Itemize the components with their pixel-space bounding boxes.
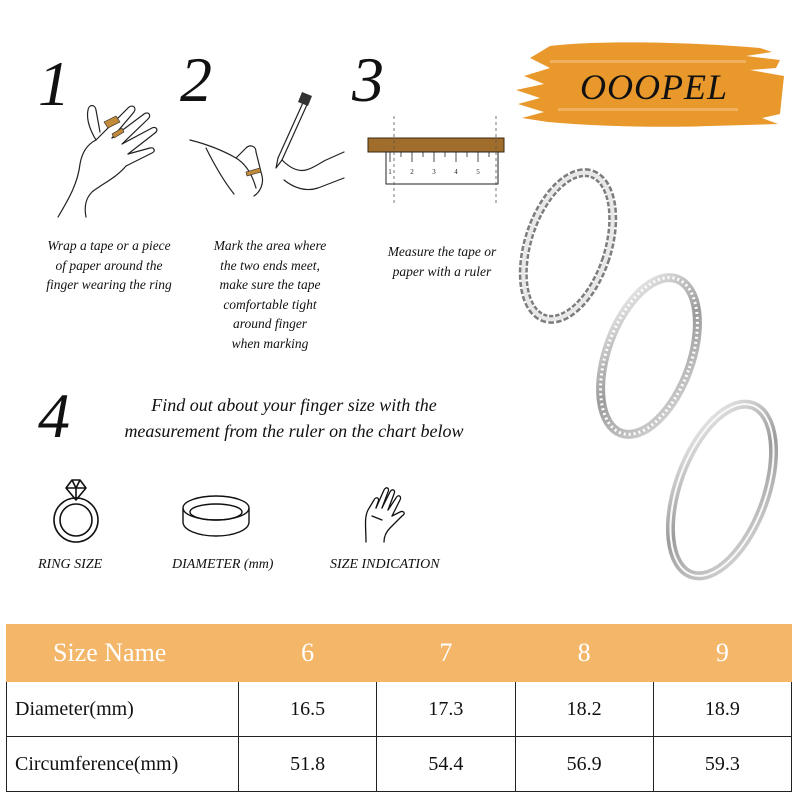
ring-size-label: RING SIZE bbox=[38, 557, 103, 572]
caption-line: make sure the tape bbox=[219, 277, 321, 292]
caption-line: measurement from the ruler on the chart below bbox=[124, 421, 464, 441]
ruler-icon bbox=[364, 112, 509, 208]
rope-ring bbox=[512, 161, 630, 330]
caption-line: of paper around the bbox=[55, 257, 163, 273]
ring-icon bbox=[50, 476, 102, 546]
table-cell: 17.3 bbox=[377, 682, 515, 737]
step-3-caption bbox=[356, 242, 528, 281]
table-cell: 18.2 bbox=[515, 682, 653, 737]
step-4-caption bbox=[86, 392, 502, 444]
step-2-number: 2 bbox=[180, 44, 212, 115]
size-chart-table bbox=[6, 624, 792, 792]
caption-line: comfortable tight bbox=[223, 296, 317, 312]
caption-line: Mark the area where bbox=[213, 238, 327, 253]
caption-line: around finger bbox=[232, 316, 308, 331]
ruler-tick-label: 4 bbox=[454, 168, 458, 176]
ruler-tick-label: 2 bbox=[410, 168, 414, 176]
step-3-number: 3 bbox=[352, 44, 384, 115]
step-1-caption bbox=[14, 236, 204, 295]
ruler-tick-label: 1 bbox=[388, 168, 392, 176]
step-1-number: 1 bbox=[38, 48, 70, 119]
caption-line: when marking bbox=[231, 335, 309, 351]
table-header-cell: 8 bbox=[515, 625, 653, 682]
hand-marking-icon bbox=[186, 88, 346, 218]
caption-line: Wrap a tape or a piece bbox=[47, 238, 171, 253]
table-row-label: Circumference(mm) bbox=[7, 737, 239, 792]
caption-line: the two ends meet, bbox=[220, 257, 320, 273]
table-header-cell: 6 bbox=[239, 625, 377, 682]
table-header-cell: Size Name bbox=[7, 625, 239, 682]
table-header-cell: 9 bbox=[653, 625, 791, 682]
table-row-label: Diameter(mm) bbox=[7, 682, 239, 737]
table-header-cell: 7 bbox=[377, 625, 515, 682]
pave-ring bbox=[581, 265, 716, 448]
size-indication-label: SIZE INDICATION bbox=[330, 557, 440, 572]
diameter-label: DIAMETER (mm) bbox=[172, 557, 274, 572]
ruler-tick-label: 3 bbox=[432, 168, 436, 176]
hand-icon bbox=[358, 480, 410, 546]
plain-band-ring bbox=[650, 390, 794, 589]
table-cell: 51.8 bbox=[239, 737, 377, 792]
caption-line: Find out about your finger size with the bbox=[151, 395, 437, 415]
caption-line: paper with a ruler bbox=[392, 263, 492, 279]
table-cell: 56.9 bbox=[515, 737, 653, 792]
brand-name: OOOPEL bbox=[580, 67, 728, 107]
ruler-tick-label: 5 bbox=[476, 168, 480, 176]
table-header-row bbox=[7, 625, 792, 682]
hand-wrap-tape-icon bbox=[40, 92, 175, 222]
step-4-number: 4 bbox=[38, 380, 70, 451]
table-cell: 59.3 bbox=[653, 737, 791, 792]
caption-line: Measure the tape or bbox=[387, 244, 497, 259]
rings-photo bbox=[512, 160, 800, 605]
table-row bbox=[7, 682, 792, 737]
caption-line: finger wearing the ring bbox=[46, 277, 172, 292]
table-cell: 54.4 bbox=[377, 737, 515, 792]
table-cell: 16.5 bbox=[239, 682, 377, 737]
band-icon bbox=[180, 490, 252, 542]
step-2-caption bbox=[180, 236, 360, 353]
table-cell: 18.9 bbox=[653, 682, 791, 737]
table-row bbox=[7, 737, 792, 792]
